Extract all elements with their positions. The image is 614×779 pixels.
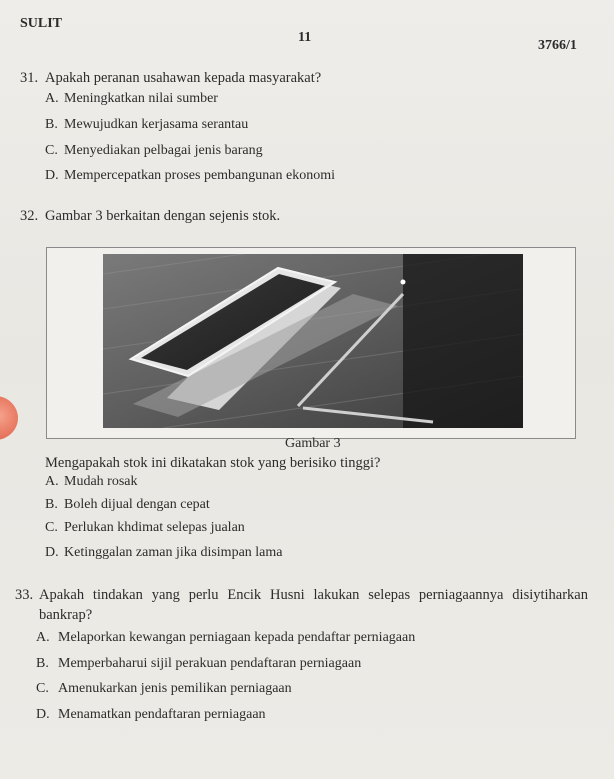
option-letter: D. [45,168,59,183]
option-text: Mudah rosak [64,474,138,489]
option-text: Menyediakan pelbagai jenis barang [64,143,263,158]
question-number: 33. [15,587,34,603]
option-letter: D. [45,545,59,560]
option-text: Mewujudkan kerjasama serantau [64,117,249,132]
option-text: Boleh dijual dengan cepat [64,497,210,512]
option-letter: B. [45,117,58,132]
tablet-photo [103,254,523,428]
question-text-continued: bankrap? [39,607,93,623]
option-letter: C. [36,681,49,696]
figure-caption: Gambar 3 [285,436,341,451]
option-letter: D. [36,707,50,722]
question-stem: Mengapakah stok ini dikatakan stok yang berisiko tinggi? [45,455,381,471]
option-text: Mempercepatkan proses pembangunan ekonomi [64,168,335,183]
option-text: Menamatkan pendaftaran perniagaan [58,707,266,722]
question-number: 32. [20,208,39,224]
question-number: 31. [20,70,39,86]
question-text: Gambar 3 berkaitan dengan sejenis stok. [45,208,281,224]
option-letter: C. [45,520,58,535]
question-text: Apakah peranan usahawan kepada masyarakat? [45,70,322,86]
question-text: Apakah tindakan yang perlu Encik Husni lakukan selepas perniagaannya disiytiharkan [39,587,588,603]
option-text: Ketinggalan zaman jika disimpan lama [64,545,283,560]
option-letter: A. [45,474,59,489]
option-text: Amenukarkan jenis pemilikan perniagaan [58,681,292,696]
option-text: Perlukan khdimat selepas jualan [64,520,245,535]
page-number: 11 [298,30,312,45]
sulit-label: SULIT [20,16,63,31]
option-letter: B. [36,656,49,671]
option-letter: A. [36,630,50,645]
paper-code: 3766/1 [538,38,577,53]
option-letter: A. [45,91,59,106]
option-text: Melaporkan kewangan perniagaan kepada pendaftar perniagaan [58,630,416,645]
finger-blot [0,396,18,440]
option-text: Memperbaharui sijil perakuan pendaftaran perniagaan [58,656,362,671]
option-letter: B. [45,497,58,512]
figure-frame [46,247,576,439]
option-letter: C. [45,143,58,158]
option-text: Meningkatkan nilai sumber [64,91,218,106]
